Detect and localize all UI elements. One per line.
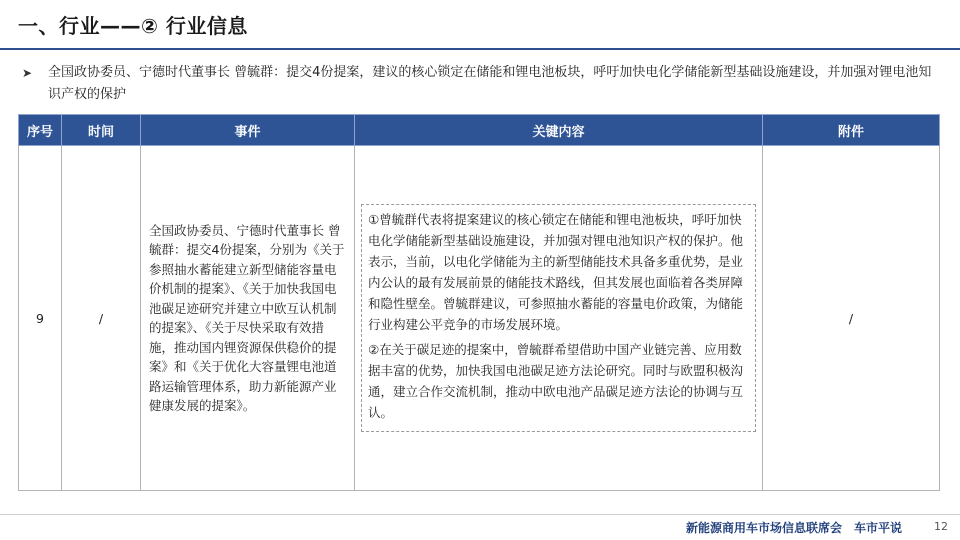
footer-divider	[0, 514, 960, 515]
header-attachment: 附件	[763, 115, 940, 146]
content-paragraph-1: ①曾毓群代表将提案建议的核心锁定在储能和锂电池板块，呼吁加快电化学储能新型基础设施建设，并加强对锂电池知识产权的保护。他表示，当前，以电化学储能为主的新型储能技术具备多重优势，是业内公认的最有发展前景的储能技术路线，但其发展也面临着各类屏障和隐性壁垒。曾毓群建议，可参照抽水蓄能的容量电价政策，为储能行业构建公平竞争的市场发展环境。	[368, 212, 744, 332]
summary-bullet	[22, 62, 942, 106]
cell-content	[355, 146, 763, 491]
cell-time: /	[62, 146, 141, 491]
summary-text: 全国政协委员、宁德时代董事长 曾毓群：提交4份提案，建议的核心锁定在储能和锂电池板块，呼吁加快电化学储能新型基础设施建设，并加强对锂电池知识产权的保护	[48, 65, 932, 102]
header-content: 关键内容	[355, 115, 763, 146]
header-event: 事件	[141, 115, 355, 146]
cell-attachment: /	[763, 146, 940, 491]
content-paragraph-2: ②在关于碳足迹的提案中，曾毓群希望借助中国产业链完善、应用数据丰富的优势，加快我国电池碳足迹方法论研究。同时与欧盟积极沟通，建立合作交流机制，推动中欧电池产品碳足迹方法论的协调与互认。	[368, 342, 744, 420]
table-header-row	[19, 115, 940, 146]
slide-title: 一、行业——② 行业信息	[18, 14, 248, 38]
page-number: 12	[934, 520, 948, 533]
table-row	[19, 146, 940, 491]
event-text: 全国政协委员、宁德时代董事长 曾毓群：提交4份提案，分别为《关于参照抽水蓄能建立新型储能容量电价机制的提案》、《关于加快我国电池碳足迹研究并建立中欧互认机制的提案》、《关于尽快采取有效措施，推动国内锂资源保供稳价的提案》和《关于优化大容量锂电池道路运输管理体系，助力新能源产业健康发展的提案》。	[149, 222, 345, 413]
header-time: 时间	[62, 115, 141, 146]
title-divider	[0, 48, 960, 50]
footer-organization: 新能源商用车市场信息联席会 车市平说	[685, 521, 902, 535]
arrow-bullet-icon: ➤	[22, 66, 33, 80]
header-no: 序号	[19, 115, 62, 146]
cell-no: 9	[19, 146, 62, 491]
content-textbox	[361, 204, 756, 432]
info-table	[18, 114, 940, 491]
cell-event	[141, 146, 355, 491]
